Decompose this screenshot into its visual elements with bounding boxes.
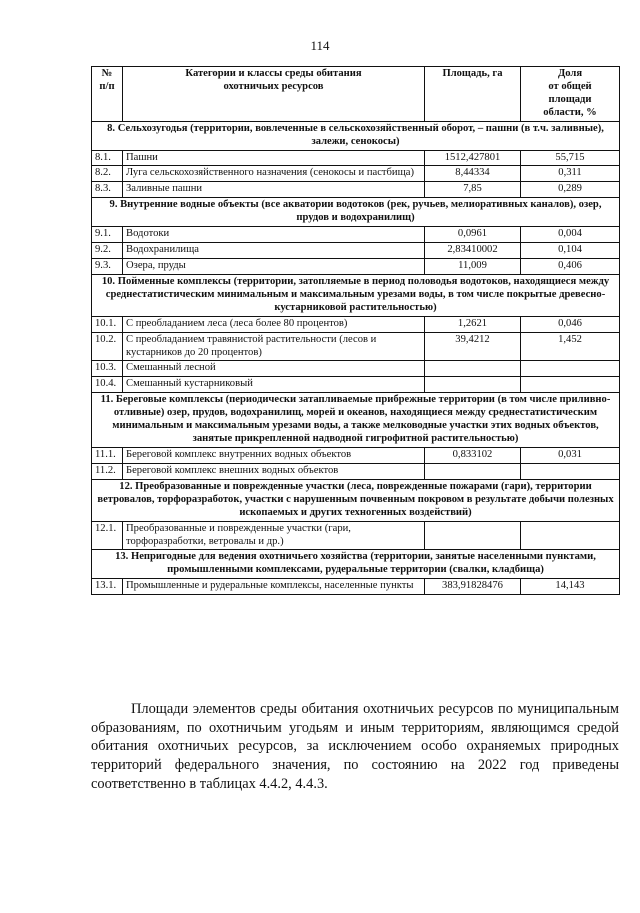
section-title: 9. Внутренние водные объекты (все акватории водотоков (рек, ручьев, мелиоративных каналов), озер, прудов и водохранилищ) [92,198,620,227]
row-category: С преобладанием леса (леса более 80 процентов) [123,316,425,332]
row-area [425,377,521,393]
row-number: 8.1. [92,150,123,166]
row-share: 0,104 [521,243,620,259]
row-share: 0,046 [521,316,620,332]
row-category: С преобладанием травянистой растительности (лесов и кустарников до 20 процентов) [123,332,425,361]
table-row [92,316,620,332]
row-category: Луга сельскохозяйственного назначения (сенокосы и пастбища) [123,166,425,182]
row-area: 11,009 [425,258,521,274]
row-share: 0,311 [521,166,620,182]
row-number: 8.3. [92,182,123,198]
row-area [425,463,521,479]
row-category: Береговой комплекс внешних водных объектов [123,463,425,479]
table-row [92,579,620,595]
row-share [521,463,620,479]
section-title: 13. Непригодные для ведения охотничьего хозяйства (территории, занятые населенными пунктами, промышленными комплексами, рудеральные территории (свалки, кладбища) [92,550,620,579]
row-number: 9.3. [92,258,123,274]
row-category: Береговой комплекс внутренних водных объектов [123,447,425,463]
row-share: 55,715 [521,150,620,166]
section-row [92,550,620,579]
row-share: 0,004 [521,227,620,243]
row-area [425,521,521,550]
row-share: 0,031 [521,447,620,463]
row-area: 1512,427801 [425,150,521,166]
row-number: 8.2. [92,166,123,182]
row-share [521,377,620,393]
row-share [521,521,620,550]
row-area: 7,85 [425,182,521,198]
row-category: Пашни [123,150,425,166]
header-num: № п/п [92,67,123,122]
row-category: Смешанный лесной [123,361,425,377]
row-share: 1,452 [521,332,620,361]
table-row [92,377,620,393]
row-area: 0,0961 [425,227,521,243]
page-number: 114 [310,38,330,53]
table-row [92,258,620,274]
summary-paragraph [91,700,619,794]
row-area [425,361,521,377]
row-category: Заливные пашни [123,182,425,198]
header-area: Площадь, га [425,67,521,122]
table-row [92,166,620,182]
table-row [92,361,620,377]
row-category: Озера, пруды [123,258,425,274]
header-category: Категории и классы среды обитания охотничьих ресурсов [123,67,425,122]
row-category: Преобразованные и поврежденные участки (гари, торфоразработки, ветровалы и др.) [123,521,425,550]
section-row [92,393,620,448]
row-share: 14,143 [521,579,620,595]
section-row [92,274,620,316]
row-number: 9.2. [92,243,123,259]
table-body [92,121,620,595]
section-title: 8. Сельхозугодья (территории, вовлеченные в сельскохозяйственный оборот, – пашни (в т.ч. заливные), залежи, сенокосы) [92,121,620,150]
row-number: 10.2. [92,332,123,361]
row-category: Промышленные и рудеральные комплексы, населенные пункты [123,579,425,595]
row-category: Водохранилища [123,243,425,259]
row-area: 8,44334 [425,166,521,182]
habitat-table [91,66,620,595]
table-row [92,332,620,361]
row-category: Смешанный кустарниковый [123,377,425,393]
row-category: Водотоки [123,227,425,243]
row-number: 13.1. [92,579,123,595]
row-area: 1,2621 [425,316,521,332]
table-row [92,227,620,243]
section-row [92,198,620,227]
row-share [521,361,620,377]
header-share: Доля от общей площади области, % [521,67,620,122]
row-area: 0,833102 [425,447,521,463]
row-area: 2,83410002 [425,243,521,259]
row-share: 0,289 [521,182,620,198]
row-area: 383,91828476 [425,579,521,595]
section-title: 12. Преобразованные и поврежденные участки (леса, поврежденные пожарами (гари), территории ветровалов, торфоразработок, участки с нарушенным почвенным покровом в результате добычи полезных ископаемых и других техногенных воздействий) [92,479,620,521]
table-row [92,182,620,198]
section-title: 11. Береговые комплексы (периодически затапливаемые прибрежные территории (в том числе приливно-отливные) озер, прудов, водохранилищ, морей и океанов, находящиеся между среднестатистическим минимальным и максимальным урезами воды, а также мелководные участки этих водных объектов, занятые прикрепленной надводной гигрофитной растительностью) [92,393,620,448]
table-row [92,150,620,166]
paragraph-text: Площади элементов среды обитания охотничьих ресурсов по муниципальным образованиям, по охотничьим угодьям и иным территориям, являющимся средой обитания охотничьих ресурсов, за исключением особо охраняемых природных территорий федерального значения, по состоянию на 2022 год приведены соответственно в таблицах 4.4.2, 4.4.3. [91,701,619,792]
row-number: 10.4. [92,377,123,393]
table-row [92,463,620,479]
table-header-row [92,67,620,122]
row-share: 0,406 [521,258,620,274]
row-number: 10.3. [92,361,123,377]
section-row [92,121,620,150]
table-row [92,447,620,463]
section-title: 10. Пойменные комплексы (территории, затопляемые в период половодья водотоков, находящиеся между среднестатистическим минимальным и максимальным урезами воды, в том числе покрытые древесно-кустарниковой растительностью) [92,274,620,316]
row-number: 10.1. [92,316,123,332]
table-row [92,243,620,259]
row-number: 11.1. [92,447,123,463]
row-number: 11.2. [92,463,123,479]
row-number: 12.1. [92,521,123,550]
row-area: 39,4212 [425,332,521,361]
section-row [92,479,620,521]
row-number: 9.1. [92,227,123,243]
table-row [92,521,620,550]
